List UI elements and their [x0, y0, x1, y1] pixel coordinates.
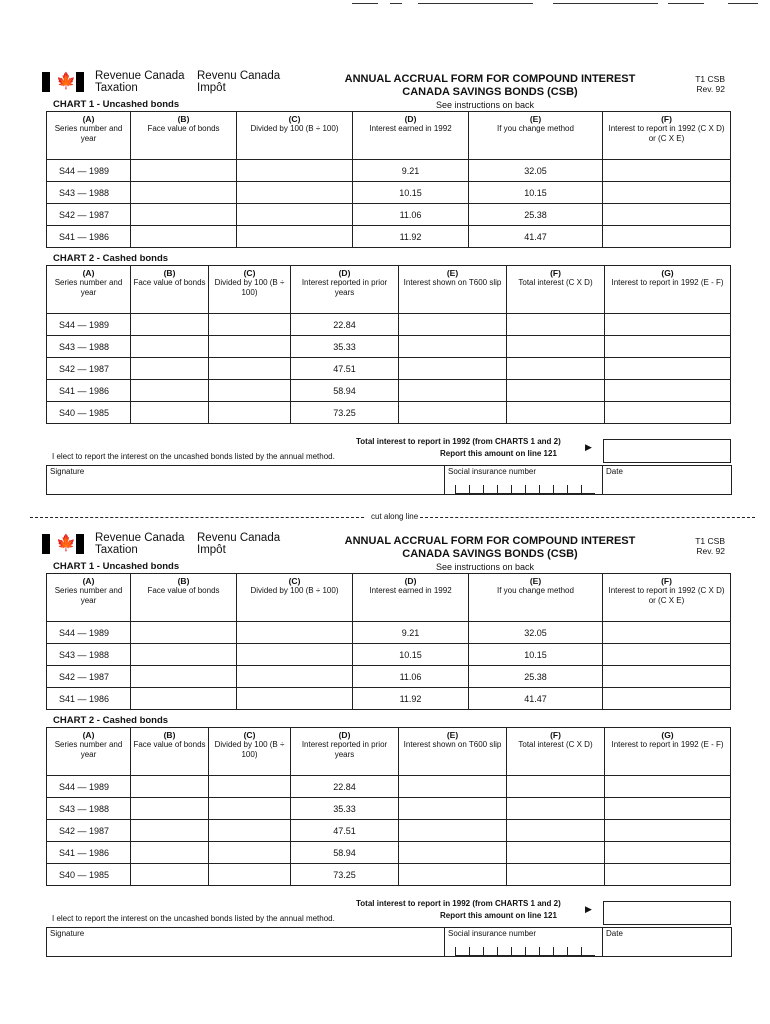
face-value-cell[interactable] — [131, 798, 209, 820]
form-title: ANNUAL ACCRUAL FORM FOR COMPOUND INTEREST CANADA SAVINGS BONDS (CSB) — [344, 73, 636, 98]
report-cell[interactable] — [603, 644, 731, 666]
table-row — [47, 380, 731, 402]
report-cell[interactable] — [605, 380, 731, 402]
divided-cell[interactable] — [237, 182, 353, 204]
prior-interest-cell: 47.51 — [291, 358, 399, 380]
series-cell: S41 — 1986 — [47, 380, 131, 402]
chart1-header-0: (A) Series number and year — [47, 574, 131, 622]
series-cell: S43 — 1988 — [47, 336, 131, 358]
table-row — [47, 336, 731, 358]
elect-text: I elect to report the interest on the uncashed bonds listed by the annual method. — [52, 914, 335, 923]
interest-earned-cell: 11.92 — [353, 688, 469, 710]
table-row — [47, 204, 731, 226]
chart1-header-4: (E) If you change method — [469, 574, 603, 622]
table-row — [47, 622, 731, 644]
chart2-label: CHART 2 - Cashed bonds — [53, 715, 169, 726]
interest-earned-cell: 11.06 — [353, 666, 469, 688]
prior-interest-cell: 35.33 — [291, 798, 399, 820]
chart2-header-5: (F) Total interest (C X D) — [507, 728, 605, 776]
face-value-cell[interactable] — [131, 160, 237, 182]
report-cell[interactable] — [603, 622, 731, 644]
series-cell: S41 — 1986 — [47, 688, 131, 710]
chart1-header-1: (B) Face value of bonds — [131, 574, 237, 622]
table-row — [47, 864, 731, 886]
divided-cell[interactable] — [209, 402, 291, 424]
signature-field[interactable]: Signature — [47, 928, 445, 956]
total-interest-cell[interactable] — [507, 820, 605, 842]
series-cell: S42 — 1987 — [47, 820, 131, 842]
divided-cell[interactable] — [237, 666, 353, 688]
face-value-cell[interactable] — [131, 204, 237, 226]
face-value-cell[interactable] — [131, 402, 209, 424]
change-method-cell: 25.38 — [469, 666, 603, 688]
chart1-header-5: (F) Interest to report in 1992 (C X D) or (C X E) — [603, 574, 731, 622]
table-row — [47, 358, 731, 380]
report-cell[interactable] — [605, 842, 731, 864]
elect-text: I elect to report the interest on the uncashed bonds listed by the annual method. — [52, 452, 335, 461]
divided-cell[interactable] — [209, 776, 291, 798]
prior-interest-cell: 58.94 — [291, 380, 399, 402]
chart2-header-0: (A) Series number and year — [47, 728, 131, 776]
divided-cell[interactable] — [209, 820, 291, 842]
interest-earned-cell: 9.21 — [353, 160, 469, 182]
interest-earned-cell: 9.21 — [353, 622, 469, 644]
table-row — [47, 226, 731, 248]
change-method-cell: 10.15 — [469, 182, 603, 204]
prior-interest-cell: 73.25 — [291, 864, 399, 886]
total-line: Total interest to report in 1992 (from CHARTS 1 and 2) — [356, 437, 561, 446]
report-cell[interactable] — [605, 864, 731, 886]
face-value-cell[interactable] — [131, 666, 237, 688]
series-cell: S43 — 1988 — [47, 798, 131, 820]
series-cell: S42 — 1987 — [47, 358, 131, 380]
series-cell: S44 — 1989 — [47, 622, 131, 644]
report-line: Report this amount on line 121 — [440, 449, 557, 458]
report-cell[interactable] — [605, 402, 731, 424]
chart2-table — [46, 727, 731, 886]
chart1-header-1: (B) Face value of bonds — [131, 112, 237, 160]
face-value-cell[interactable] — [131, 622, 237, 644]
report-cell[interactable] — [603, 226, 731, 248]
change-method-cell: 32.05 — [469, 622, 603, 644]
series-cell: S41 — 1986 — [47, 226, 131, 248]
chart2-header-6: (G) Interest to report in 1992 (E - F) — [605, 266, 731, 314]
divided-cell[interactable] — [209, 798, 291, 820]
divided-cell[interactable] — [237, 226, 353, 248]
divided-cell[interactable] — [237, 160, 353, 182]
face-value-cell[interactable] — [131, 358, 209, 380]
total-interest-cell[interactable] — [507, 776, 605, 798]
form-title: ANNUAL ACCRUAL FORM FOR COMPOUND INTEREST CANADA SAVINGS BONDS (CSB) — [344, 535, 636, 560]
t600-cell[interactable] — [399, 336, 507, 358]
series-cell: S40 — 1985 — [47, 402, 131, 424]
canada-flag-icon: 🍁 — [42, 534, 86, 554]
table-row — [47, 688, 731, 710]
chart1-table — [46, 111, 731, 248]
table-row — [47, 666, 731, 688]
chart2-header-4: (E) Interest shown on T600 slip — [399, 266, 507, 314]
interest-earned-cell: 11.92 — [353, 226, 469, 248]
form-code: T1 CSB Rev. 92 — [695, 74, 725, 94]
department-english: Revenue Canada Taxation — [95, 70, 185, 94]
sin-field[interactable]: Social insurance number — [445, 928, 603, 956]
face-value-cell[interactable] — [131, 336, 209, 358]
total-interest-box[interactable] — [603, 901, 731, 925]
t600-cell[interactable] — [399, 314, 507, 336]
signature-row — [46, 927, 732, 957]
signature-field[interactable]: Signature — [47, 466, 445, 494]
total-interest-cell[interactable] — [507, 798, 605, 820]
chart2-header-5: (F) Total interest (C X D) — [507, 266, 605, 314]
table-row — [47, 820, 731, 842]
divided-cell[interactable] — [209, 336, 291, 358]
divided-cell[interactable] — [209, 358, 291, 380]
chart1-header-3: (D) Interest earned in 1992 — [353, 574, 469, 622]
t600-cell[interactable] — [399, 798, 507, 820]
change-method-cell: 41.47 — [469, 226, 603, 248]
report-cell[interactable] — [605, 336, 731, 358]
total-interest-cell[interactable] — [507, 336, 605, 358]
divided-cell[interactable] — [209, 380, 291, 402]
series-cell: S44 — 1989 — [47, 314, 131, 336]
prior-interest-cell: 35.33 — [291, 336, 399, 358]
divided-cell[interactable] — [237, 622, 353, 644]
chart2-header-0: (A) Series number and year — [47, 266, 131, 314]
chart1-header-3: (D) Interest earned in 1992 — [353, 112, 469, 160]
report-cell[interactable] — [605, 798, 731, 820]
change-method-cell: 32.05 — [469, 160, 603, 182]
divided-cell[interactable] — [237, 688, 353, 710]
chart1-header-0: (A) Series number and year — [47, 112, 131, 160]
chart1-table — [46, 573, 731, 710]
see-instructions: See instructions on back — [435, 100, 535, 110]
chart2-header-3: (D) Interest reported in prior years — [291, 728, 399, 776]
table-row — [47, 402, 731, 424]
table-row — [47, 644, 731, 666]
chart2-header-3: (D) Interest reported in prior years — [291, 266, 399, 314]
report-cell[interactable] — [605, 820, 731, 842]
face-value-cell[interactable] — [131, 820, 209, 842]
chart1-header-2: (C) Divided by 100 (B ÷ 100) — [237, 574, 353, 622]
date-field[interactable]: Date — [606, 467, 623, 476]
table-row — [47, 798, 731, 820]
chart2-header-2: (C) Divided by 100 (B ÷ 100) — [209, 728, 291, 776]
chart1-header-2: (C) Divided by 100 (B ÷ 100) — [237, 112, 353, 160]
canada-flag-icon: 🍁 — [42, 72, 86, 92]
t600-cell[interactable] — [399, 358, 507, 380]
table-row — [47, 160, 731, 182]
report-cell[interactable] — [603, 688, 731, 710]
interest-earned-cell: 10.15 — [353, 182, 469, 204]
chart2-header-6: (G) Interest to report in 1992 (E - F) — [605, 728, 731, 776]
series-cell: S43 — 1988 — [47, 644, 131, 666]
report-cell[interactable] — [605, 358, 731, 380]
total-line: Total interest to report in 1992 (from CHARTS 1 and 2) — [356, 899, 561, 908]
report-cell[interactable] — [605, 776, 731, 798]
t600-cell[interactable] — [399, 864, 507, 886]
report-cell[interactable] — [605, 314, 731, 336]
divided-cell[interactable] — [237, 204, 353, 226]
t600-cell[interactable] — [399, 842, 507, 864]
face-value-cell[interactable] — [131, 314, 209, 336]
t600-cell[interactable] — [399, 820, 507, 842]
interest-earned-cell: 10.15 — [353, 644, 469, 666]
department-english: Revenue Canada Taxation — [95, 532, 185, 556]
t600-cell[interactable] — [399, 776, 507, 798]
prior-interest-cell: 22.84 — [291, 776, 399, 798]
series-cell: S42 — 1987 — [47, 204, 131, 226]
face-value-cell[interactable] — [131, 688, 237, 710]
chart2-table — [46, 265, 731, 424]
total-interest-box[interactable] — [603, 439, 731, 463]
sin-field[interactable]: Social insurance number — [445, 466, 603, 494]
prior-interest-cell: 47.51 — [291, 820, 399, 842]
table-row — [47, 776, 731, 798]
chart2-header-1: (B) Face value of bonds — [131, 728, 209, 776]
total-interest-cell[interactable] — [507, 842, 605, 864]
chart2-header-2: (C) Divided by 100 (B ÷ 100) — [209, 266, 291, 314]
change-method-cell: 25.38 — [469, 204, 603, 226]
form-copy-2 — [0, 462, 770, 1002]
divided-cell[interactable] — [209, 314, 291, 336]
form-code: T1 CSB Rev. 92 — [695, 536, 725, 556]
chart2-header-1: (B) Face value of bonds — [131, 266, 209, 314]
table-row — [47, 842, 731, 864]
chart1-header-5: (F) Interest to report in 1992 (C X D) or (C X E) — [603, 112, 731, 160]
face-value-cell[interactable] — [131, 380, 209, 402]
face-value-cell[interactable] — [131, 644, 237, 666]
report-line: Report this amount on line 121 — [440, 911, 557, 920]
chart1-header-4: (E) If you change method — [469, 112, 603, 160]
report-cell[interactable] — [603, 182, 731, 204]
face-value-cell[interactable] — [131, 226, 237, 248]
chart2-header-4: (E) Interest shown on T600 slip — [399, 728, 507, 776]
prior-interest-cell: 22.84 — [291, 314, 399, 336]
series-cell: S43 — 1988 — [47, 182, 131, 204]
prior-interest-cell: 58.94 — [291, 842, 399, 864]
table-row — [47, 182, 731, 204]
arrow-right-icon: ▶ — [585, 442, 592, 452]
series-cell: S44 — 1989 — [47, 776, 131, 798]
divided-cell[interactable] — [237, 644, 353, 666]
divided-cell[interactable] — [209, 842, 291, 864]
total-interest-cell[interactable] — [507, 864, 605, 886]
report-cell[interactable] — [603, 666, 731, 688]
series-cell: S40 — 1985 — [47, 864, 131, 886]
prior-interest-cell: 73.25 — [291, 402, 399, 424]
date-field[interactable]: Date — [606, 929, 623, 938]
chart1-label: CHART 1 - Uncashed bonds — [53, 561, 180, 572]
series-cell: S41 — 1986 — [47, 842, 131, 864]
table-row — [47, 314, 731, 336]
interest-earned-cell: 11.06 — [353, 204, 469, 226]
total-interest-cell[interactable] — [507, 358, 605, 380]
department-french: Revenu Canada Impôt — [197, 70, 281, 94]
chart1-label: CHART 1 - Uncashed bonds — [53, 99, 180, 110]
series-cell: S44 — 1989 — [47, 160, 131, 182]
total-interest-cell[interactable] — [507, 402, 605, 424]
divided-cell[interactable] — [209, 864, 291, 886]
arrow-right-icon: ▶ — [585, 904, 592, 914]
department-french: Revenu Canada Impôt — [197, 532, 281, 556]
change-method-cell: 41.47 — [469, 688, 603, 710]
chart2-label: CHART 2 - Cashed bonds — [53, 253, 169, 264]
total-interest-cell[interactable] — [507, 314, 605, 336]
cut-label: cut along line — [368, 512, 421, 521]
see-instructions: See instructions on back — [435, 562, 535, 572]
report-cell[interactable] — [603, 160, 731, 182]
t600-cell[interactable] — [399, 380, 507, 402]
t600-cell[interactable] — [399, 402, 507, 424]
report-cell[interactable] — [603, 204, 731, 226]
total-interest-cell[interactable] — [507, 380, 605, 402]
face-value-cell[interactable] — [131, 842, 209, 864]
series-cell: S42 — 1987 — [47, 666, 131, 688]
change-method-cell: 10.15 — [469, 644, 603, 666]
face-value-cell[interactable] — [131, 776, 209, 798]
face-value-cell[interactable] — [131, 182, 237, 204]
face-value-cell[interactable] — [131, 864, 209, 886]
